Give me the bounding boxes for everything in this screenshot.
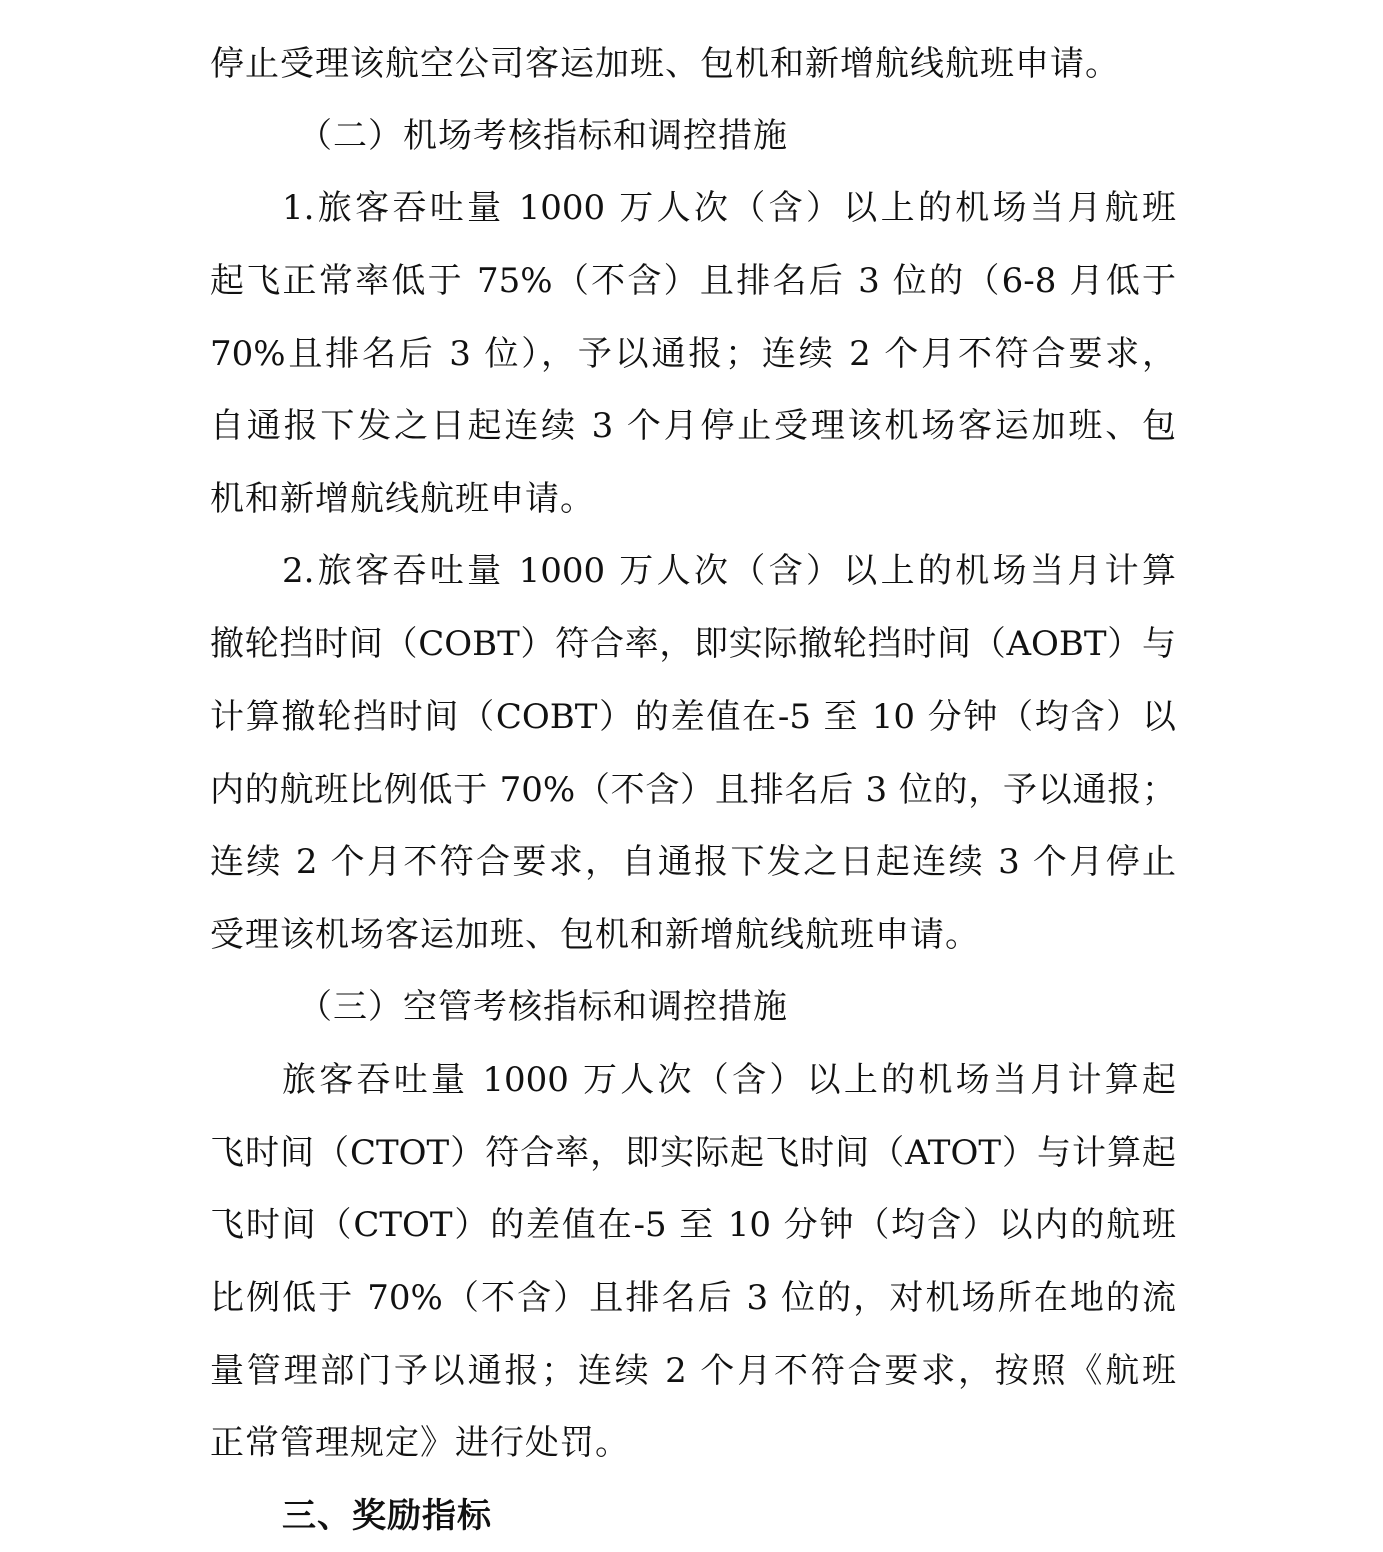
text-line-16: 飞时间（CTOT）符合率，即实际起飞时间（ATOT）与计算起 <box>210 1133 1176 1173</box>
text-line-7: 机和新增航线航班申请。 <box>210 479 595 519</box>
text-line-20: 正常管理规定》进行处罚。 <box>210 1423 630 1463</box>
text-line-6: 自通报下发之日起连续 3 个月停止受理该机场客运加班、包 <box>210 406 1176 446</box>
text-line-3: 1.旅客吞吐量 1000 万人次（含）以上的机场当月航班 <box>282 188 1176 228</box>
section-heading-rewards: 三、奖励指标 <box>282 1496 492 1536</box>
text-line-9: 撤轮挡时间（COBT）符合率，即实际撤轮挡时间（AOBT）与 <box>210 624 1176 664</box>
text-line-17: 飞时间（CTOT）的差值在-5 至 10 分钟（均含）以内的航班 <box>210 1205 1176 1245</box>
text-line-18: 比例低于 70%（不含）且排名后 3 位的，对机场所在地的流 <box>210 1278 1176 1318</box>
text-line-19: 量管理部门予以通报；连续 2 个月不符合要求，按照《航班 <box>210 1351 1176 1391</box>
section-heading-atc: （三）空管考核指标和调控措施 <box>298 987 788 1027</box>
text-line-12: 连续 2 个月不符合要求，自通报下发之日起连续 3 个月停止 <box>210 842 1176 882</box>
text-line-10: 计算撤轮挡时间（COBT）的差值在-5 至 10 分钟（均含）以 <box>210 697 1176 737</box>
section-heading-airport: （二）机场考核指标和调控措施 <box>298 116 788 156</box>
text-line-5: 70%且排名后 3 位），予以通报；连续 2 个月不符合要求， <box>210 334 1176 374</box>
text-line-8: 2.旅客吞吐量 1000 万人次（含）以上的机场当月计算 <box>282 551 1176 591</box>
text-line-11: 内的航班比例低于 70%（不含）且排名后 3 位的，予以通报； <box>210 770 1176 810</box>
text-line-15: 旅客吞吐量 1000 万人次（含）以上的机场当月计算起 <box>282 1060 1176 1100</box>
text-line-4: 起飞正常率低于 75%（不含）且排名后 3 位的（6-8 月低于 <box>210 261 1176 301</box>
text-line-1: 停止受理该航空公司客运加班、包机和新增航线航班申请。 <box>210 44 1120 84</box>
text-line-13: 受理该机场客运加班、包机和新增航线航班申请。 <box>210 915 980 955</box>
